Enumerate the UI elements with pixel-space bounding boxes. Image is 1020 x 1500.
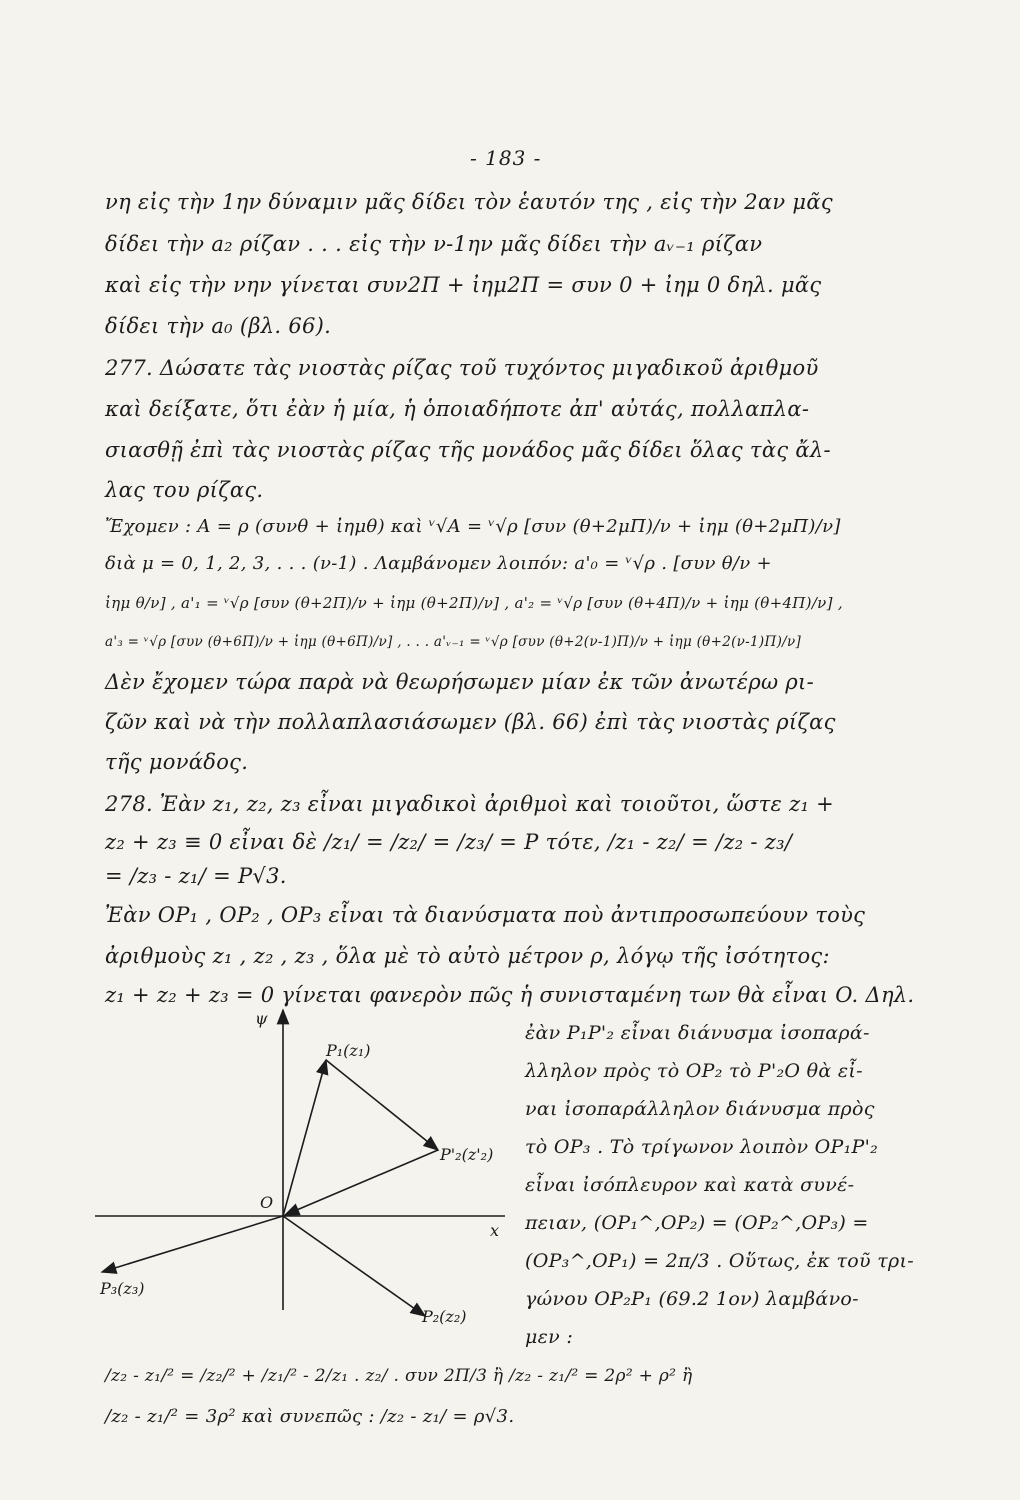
formula-line: a'₃ = ᵛ√ρ [συν (θ+6Π)/ν + ἰημ (θ+6Π)/ν] , . . . a'ᵥ₋₁ = ᵛ√ρ [συν (θ+2(ν-1)Π)/ν + ἰημ (θ+2(ν-1)Π)/ν] — [105, 634, 802, 650]
text-line: μεν : — [525, 1326, 574, 1348]
text-line: 277. Δώσατε τὰς νιοστὰς ρίζας τοῦ τυχόντος μιγαδικοῦ ἀριθμοῦ — [105, 356, 819, 380]
text-line: ἀριθμοὺς z₁ , z₂ , z₃ , ὅλα μὲ τὸ αὐτὸ μέτρον ρ, λόγῳ τῆς ἰσότητος: — [105, 944, 830, 968]
formula-line: Ἔχομεν : A = ρ (συνθ + ἰημθ) καὶ ᵛ√A = ᵛ√ρ [συν (θ+2μΠ)/ν + ἰημ (θ+2μΠ)/ν] — [105, 516, 841, 537]
p2-label: P₂(z₂) — [422, 1307, 467, 1326]
page-number: - 183 - — [470, 146, 542, 170]
formula-line: ἰημ θ/ν] , a'₁ = ᵛ√ρ [συν (θ+2Π)/ν + ἰημ (θ+2Π)/ν] , a'₂ = ᵛ√ρ [συν (θ+4Π)/ν + ἰημ (θ+4Π)/ν] , — [105, 594, 843, 612]
diagram-svg — [80, 1010, 540, 1350]
vector-p1-p2prime — [326, 1060, 438, 1150]
text-line: λληλον πρὸς τὸ OP₂ τὸ P'₂O θὰ εἶ- — [525, 1060, 863, 1082]
text-line: καὶ εἰς τὴν νην γίνεται συν2Π + ἰημ2Π = συν 0 + ἰημ 0 δηλ. μᾶς — [105, 273, 822, 297]
p2prime-label: P'₂(z'₂) — [440, 1145, 494, 1164]
text-line: ζῶν καὶ νὰ τὴν πολλαπλασιάσωμεν (βλ. 66) ἐπὶ τὰς νιοστὰς ρίζας — [105, 710, 836, 734]
text-line: z₁ + z₂ + z₃ = 0 γίνεται φανερὸν πῶς ἡ συνισταμένη των θὰ εἶναι O. Δηλ. — [105, 983, 915, 1007]
y-axis-label: ψ — [255, 1009, 268, 1028]
text-line: τῆς μονάδος. — [105, 750, 249, 774]
formula-line: /z₂ - z₁/² = 3ρ² καὶ συνεπῶς : /z₂ - z₁/ = ρ√3. — [105, 1406, 515, 1427]
text-line: 278. Ἐὰν z₁, z₂, z₃ εἶναι μιγαδικοὶ ἀριθμοὶ καὶ τοιοῦτοι, ὥστε z₁ + — [105, 792, 835, 816]
text-line: ἐὰν P₁P'₂ εἶναι διάνυσμα ἰσοπαρά- — [525, 1022, 870, 1044]
vector-op2 — [283, 1216, 425, 1316]
text-line: σιασθῇ ἐπὶ τὰς νιοστὰς ρίζας τῆς μονάδος μᾶς δίδει ὅλας τὰς ἄλ- — [105, 438, 831, 462]
x-axis-label: x — [490, 1221, 500, 1240]
text-line: = /z₃ - z₁/ = P√3. — [105, 864, 287, 888]
formula-line: /z₂ - z₁/² = /z₂/² + /z₁/² - 2/z₁ . z₂/ . συν 2Π/3 ἢ /z₂ - z₁/² = 2ρ² + ρ² ἢ — [105, 1366, 693, 1386]
text-line: πειαν, (OP₁^,OP₂) = (OP₂^,OP₃) = — [525, 1212, 869, 1234]
p1-label: P₁(z₁) — [326, 1041, 371, 1060]
text-line: (OP₃^,OP₁) = 2π/3 . Οὕτως, ἐκ τοῦ τρι- — [525, 1250, 914, 1272]
text-line: λας του ρίζας. — [105, 478, 264, 502]
text-line: καὶ δείξατε, ὅτι ἐὰν ἡ μία, ἡ ὁποιαδήποτε ἀπ' αὐτάς, πολλαπλα- — [105, 397, 810, 421]
text-line: δίδει τὴν a₀ (βλ. 66). — [105, 314, 332, 338]
text-line: γώνου OP₂P₁ (69.2 1ον) λαμβάνο- — [525, 1288, 859, 1310]
text-line: τὸ OP₃ . Τὸ τρίγωνον λοιπὸν OP₁P'₂ — [525, 1136, 879, 1158]
vector-p2prime-o — [285, 1150, 438, 1215]
vector-op1 — [283, 1060, 326, 1216]
text-line: δίδει τὴν a₂ ρίζαν . . . εἰς τὴν ν-1ην μᾶς δίδει τὴν aᵥ₋₁ ρίζαν — [105, 232, 763, 256]
text-line: εἶναι ἰσόπλευρον καὶ κατὰ συνέ- — [525, 1174, 855, 1196]
vector-diagram — [80, 1010, 540, 1350]
text-line: νη εἰς τὴν 1ην δύναμιν μᾶς δίδει τὸν ἑαυτόν της , εἰς τὴν 2αν μᾶς — [105, 190, 833, 214]
text-line: z₂ + z₃ ≡ 0 εἶναι δὲ /z₁/ = /z₂/ = /z₃/ = P τότε, /z₁ - z₂/ = /z₂ - z₃/ — [105, 830, 793, 854]
formula-line: διὰ μ = 0, 1, 2, 3, . . . (ν-1) . Λαμβάνομεν λοιπόν: a'₀ = ᵛ√ρ . [συν θ/ν + — [105, 553, 772, 574]
vector-op3 — [102, 1216, 283, 1272]
text-line: Ἐὰν OP₁ , OP₂ , OP₃ εἶναι τὰ διανύσματα ποὺ ἀντιπροσωπεύουν τοὺς — [105, 903, 866, 927]
text-line: Δὲν ἔχομεν τώρα παρὰ νὰ θεωρήσωμεν μίαν ἐκ τῶν ἀνωτέρω ρι- — [105, 670, 814, 694]
text-line: ναι ἰσοπαράλληλον διάνυσμα πρὸς — [525, 1098, 875, 1120]
p3-label: P₃(z₃) — [100, 1279, 145, 1298]
origin-label: O — [260, 1193, 274, 1212]
